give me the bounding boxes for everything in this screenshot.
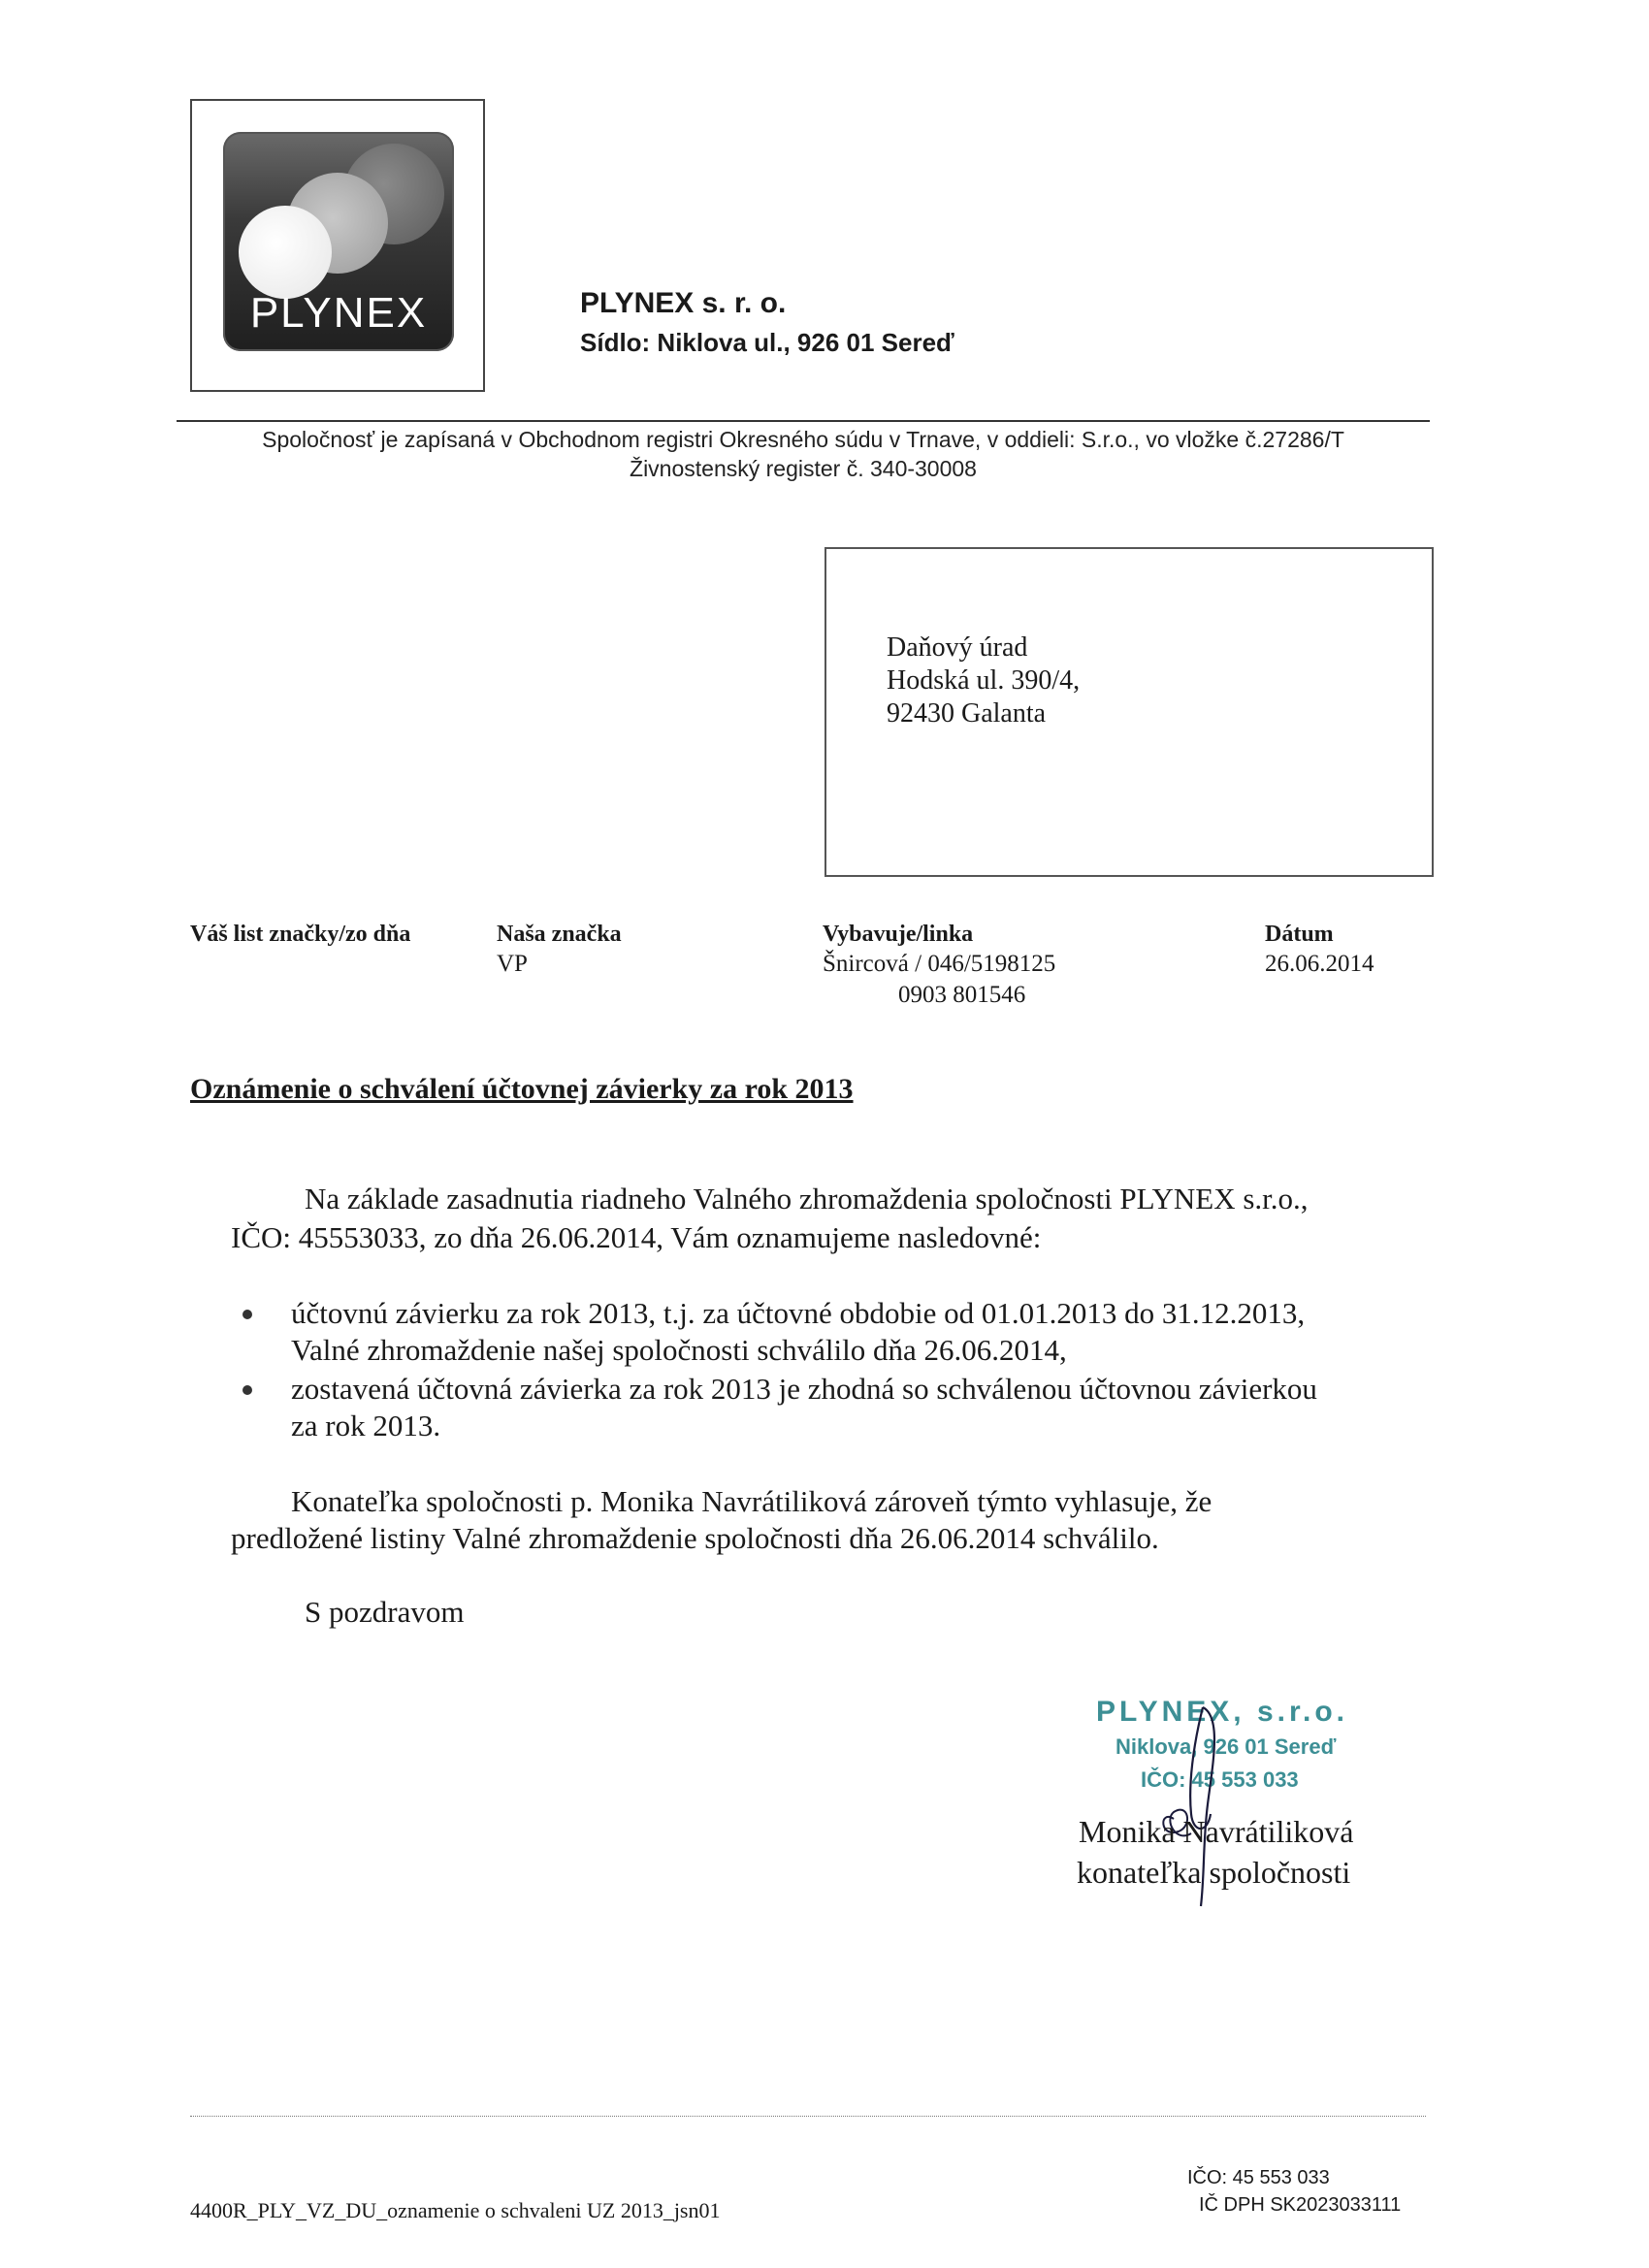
recipient-line-1: Daňový úrad: [887, 632, 1028, 663]
footer-divider: [190, 2116, 1426, 2117]
signatory-name: Monika Navrátiliková: [1079, 1814, 1354, 1849]
logo-disc-white: [239, 206, 332, 299]
registry-line: Spoločnosť je zapísaná v Obchodnom registri Okresného súdu v Trnave, v oddieli: S.r.o., vo vložke č.27286/T: [262, 427, 1344, 452]
handled-by-label: Vybavuje/linka: [823, 922, 974, 947]
date-value: 26.06.2014: [1265, 951, 1374, 977]
footer-doc-reference: 4400R_PLY_VZ_DU_oznamenie o schvaleni UZ 2013_jsn01: [190, 2198, 721, 2222]
intro-line-2: IČO: 45553033, zo dňa 26.06.2014, Vám oznamujeme nasledovné:: [231, 1220, 1042, 1254]
closing-line-1: Konateľka spoločnosti p. Monika Navrátiliková zároveň týmto vyhlasuje, že: [291, 1484, 1212, 1518]
bullet-2-line-1: zostavená účtovná závierka za rok 2013 je zhodná so schválenou účtovnou závierkou: [291, 1372, 1317, 1406]
your-letter-label: Váš list značky/zo dňa: [190, 922, 411, 947]
company-name: PLYNEX s. r. o.: [580, 287, 787, 319]
date-label: Dátum: [1265, 922, 1334, 947]
our-ref-label: Naša značka: [497, 922, 622, 947]
recipient-line-3: 92430 Galanta: [887, 698, 1047, 729]
logo-text: PLYNEX: [249, 289, 428, 337]
stamp-address: Niklova, 926 01 Sereď: [1116, 1734, 1337, 1759]
stamp-ico: IČO: 45 553 033: [1141, 1767, 1299, 1792]
bullet-1-line-2: Valné zhromaždenie našej spoločnosti schválilo dňa 26.06.2014,: [291, 1333, 1067, 1367]
bullet-icon: [242, 1385, 252, 1395]
footer-ico: IČO: 45 553 033: [1187, 2167, 1330, 2188]
bullet-1-line-1: účtovnú závierku za rok 2013, t.j. za účtovné obdobie od 01.01.2013 do 31.12.2013,: [291, 1296, 1306, 1330]
header-divider: [177, 420, 1430, 422]
recipient-line-2: Hodská ul. 390/4,: [887, 665, 1081, 696]
signatory-role: konateľka spoločnosti: [1077, 1855, 1351, 1890]
subject-line: Oznámenie o schválení účtovnej závierky za rok 2013: [190, 1073, 854, 1105]
handled-by-mobile: 0903 801546: [898, 982, 1026, 1008]
stamp-company: PLYNEX, s.r.o.: [1096, 1696, 1348, 1728]
footer-vat-id: IČ DPH SK2023033111: [1199, 2194, 1402, 2216]
handled-by-value: Šnircová / 046/5198125: [823, 951, 1056, 977]
intro-line-1: Na základe zasadnutia riadneho Valného zhromaždenia spoločnosti PLYNEX s.r.o.,: [305, 1182, 1309, 1215]
company-logo: [223, 132, 454, 351]
closing-line-2: predložené listiny Valné zhromaždenie spoločnosti dňa 26.06.2014 schválilo.: [231, 1521, 1159, 1555]
bullet-icon: [242, 1310, 252, 1319]
greeting: S pozdravom: [305, 1595, 465, 1629]
company-seat: Sídlo: Niklova ul., 926 01 Sereď: [580, 328, 954, 357]
bullet-2-line-2: za rok 2013.: [291, 1409, 441, 1442]
our-ref-value: VP: [497, 951, 528, 977]
trade-register-line: Živnostenský register č. 340-30008: [630, 456, 977, 481]
